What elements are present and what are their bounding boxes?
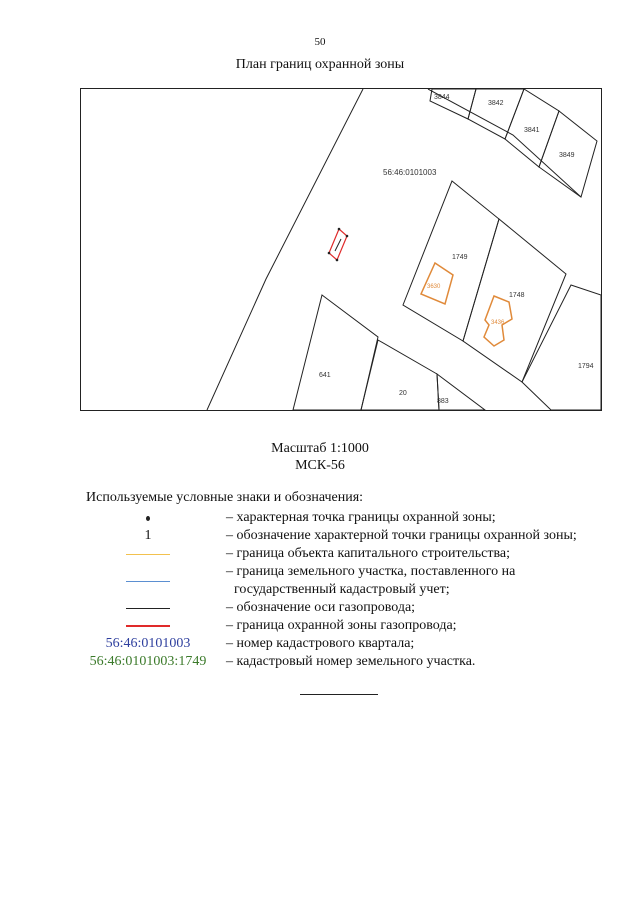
point-number-sample: 1: [144, 528, 152, 543]
parcel-3842: [468, 89, 524, 139]
legend-item-point: [86, 509, 616, 527]
parcel-1794: [522, 285, 601, 410]
parcel-label-1748: 1748: [509, 292, 525, 299]
parcel-label-641: 641: [319, 372, 331, 379]
legend-text: – обозначение характерной точки границы охранной зоны;: [226, 528, 577, 543]
building-label-3630: 3630: [427, 284, 441, 290]
parcel-label-20: 20: [399, 390, 407, 397]
legend-text: – характерная точка границы охранной зоны;: [226, 510, 496, 525]
zone-point-2: [346, 235, 349, 238]
legend-item-building-boundary: [86, 545, 616, 563]
legend-item-quarter-number: [86, 635, 616, 653]
map-frame: [80, 88, 602, 411]
legend-item-parcel-boundary: [86, 563, 616, 581]
parcel-label-1749: 1749: [452, 254, 468, 261]
legend-symbol-label: [86, 527, 210, 545]
parcel-1748: [463, 219, 566, 382]
plan-title: План границ охранной зоны: [235, 57, 405, 72]
legend-text: – кадастровый номер земельного участка.: [226, 654, 476, 669]
legend-text: государственный кадастровый учет;: [234, 582, 450, 597]
legend-item-zone-boundary: [86, 617, 616, 635]
black-line-sample: [126, 608, 170, 609]
zone-point-1: [338, 228, 341, 231]
parcel-label-3844: 3844: [434, 94, 450, 101]
parcel-label-3841: 3841: [524, 127, 540, 134]
legend-symbol-point: [86, 509, 210, 527]
parcel-20: [361, 340, 439, 410]
zone-point-3: [336, 259, 339, 262]
scale-block: [0, 440, 640, 474]
parcel-number-sample: 56:46:0101003:1749: [89, 654, 207, 669]
red-line-sample: [126, 625, 170, 627]
legend-symbol-label: [86, 635, 210, 653]
legend-text: – граница земельного участка, поставленного на: [226, 564, 516, 579]
legend-symbol-line: [86, 599, 210, 617]
crs-label: МСК-56: [295, 458, 345, 473]
legend-item-point-label: [86, 527, 616, 545]
end-rule: [300, 694, 378, 695]
parcel-label-3849: 3849: [559, 152, 575, 159]
quarter-label: 56:46:0101003: [383, 168, 437, 177]
legend-text: – граница охранной зоны газопровода;: [226, 618, 457, 633]
legend-text: – номер кадастрового квартала;: [226, 636, 415, 651]
road-boundary-left: [207, 89, 363, 410]
parcel-label-3842: 3842: [488, 100, 504, 107]
legend-item-pipeline-axis: [86, 599, 616, 617]
gas-pipeline-axis: [335, 239, 341, 251]
cadastral-map: [81, 89, 601, 410]
legend-item-parcel-number: [86, 653, 616, 671]
legend-item-parcel-boundary-cont: [86, 581, 616, 599]
parcel-label-1794: 1794: [578, 363, 594, 370]
parcel-label-883: 883: [437, 398, 449, 405]
legend-text: – граница объекта капитального строительства;: [226, 546, 511, 561]
page-number: 50: [314, 36, 326, 48]
legend-symbol-line: [86, 617, 210, 635]
zone-point-4: [328, 252, 331, 255]
point-marker-icon: [146, 516, 150, 521]
legend-text: – обозначение оси газопровода;: [226, 600, 416, 615]
legend-symbol-line: [86, 545, 210, 563]
building-label-3436: 3436: [491, 320, 505, 326]
scale-label: Масштаб 1:1000: [271, 441, 369, 456]
quarter-number-sample: 56:46:0101003: [105, 636, 191, 651]
yellow-line-sample: [126, 554, 170, 555]
legend-symbol-label: [86, 653, 210, 671]
legend-heading: Используемые условные знаки и обозначения:: [86, 490, 364, 505]
parcel-1749: [403, 181, 499, 341]
